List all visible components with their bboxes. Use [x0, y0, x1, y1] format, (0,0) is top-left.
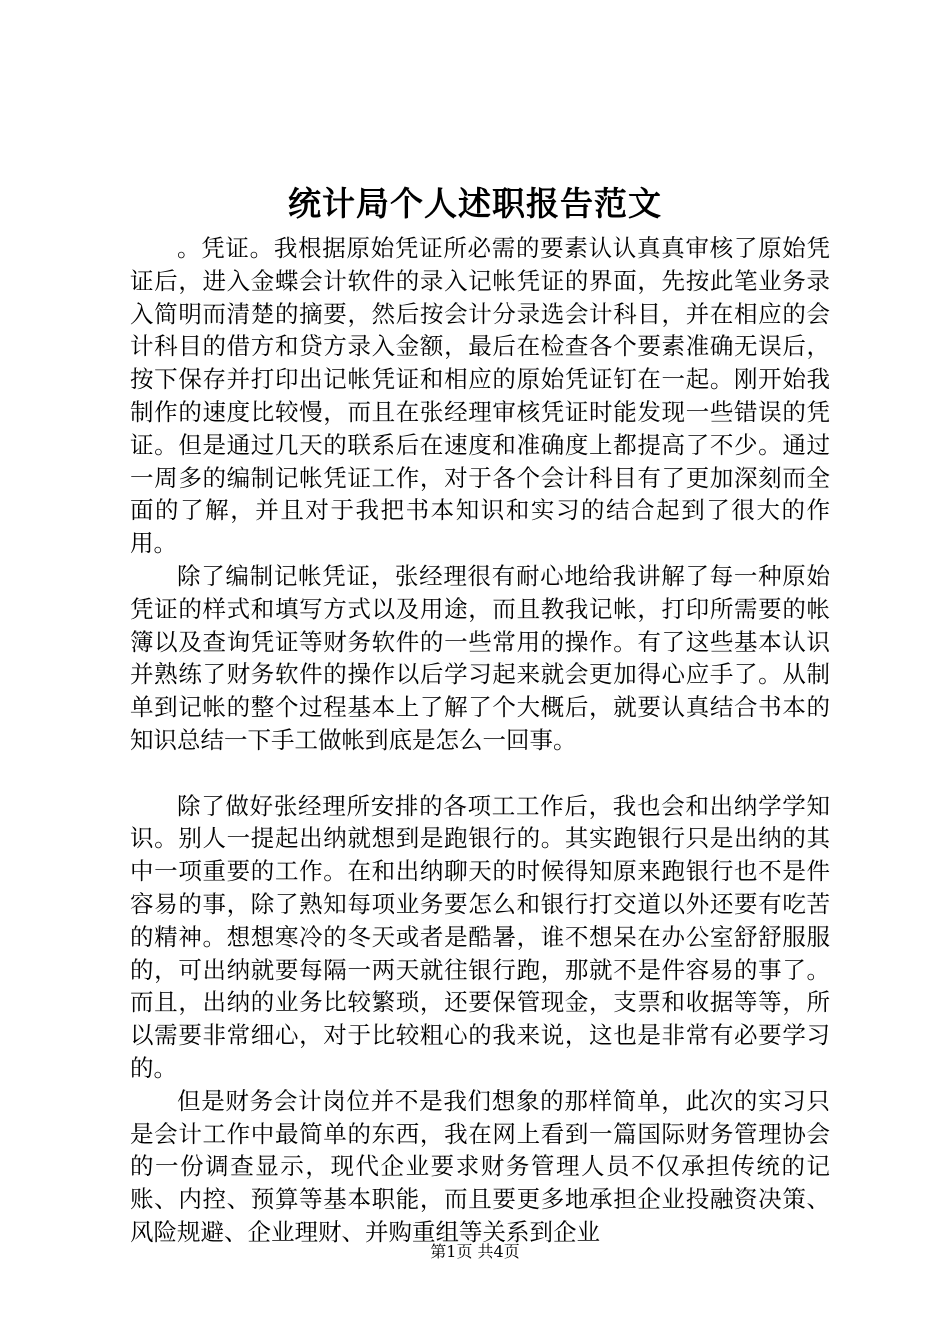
document-body — [130, 232, 830, 1249]
paragraph-2: 除了编制记帐凭证，张经理很有耐心地给我讲解了每一种原始凭证的样式和填写方式以及用途，而且教我记帐，打印所需要的帐簿以及查询凭证等财务软件的一些常用的操作。有了这些基本认识并熟练了财务软件的操作以后学习起来就会更加得心应手了。从制单到记帐的整个过程基本上了解了个大概后，就要认真结合书本的知识总结一下手工做帐到底是怎么一回事。 — [130, 561, 830, 754]
document-title: 统计局个人述职报告范文 — [288, 184, 662, 223]
paragraph-spacer — [130, 757, 830, 790]
paragraph-3: 除了做好张经理所安排的各项工工作后，我也会和出纳学学知识。别人一提起出纳就想到是跑银行的。其实跑银行只是出纳的其中一项重要的工作。在和出纳聊天的时候得知原来跑银行也不是件容易的事，除了熟知每项业务要怎么和银行打交道以外还要有吃苦的精神。想想寒冷的冬天或者是酷暑，谁不想呆在办公室舒舒服服的，可出纳就要每隔一两天就往银行跑，那就不是件容易的事了。而且，出纳的业务比较繁琐，还要保管现金，支票和收据等等，所以需要非常细心，对于比较粗心的我来说，这也是非常有必要学习的。 — [130, 791, 830, 1082]
paragraph-1: 。凭证。我根据原始凭证所必需的要素认认真真审核了原始凭证后，进入金蝶会计软件的录入记帐凭证的界面，先按此笔业务录入简明而清楚的摘要，然后按会计分录选会计科目，并在相应的会计科目的借方和贷方录入金额，最后在检查各个要素准确无误后，按下保存并打印出记帐凭证和相应的原始凭证钉在一起。刚开始我制作的速度比较慢，而且在张经理审核凭证时能发现一些错误的凭证。但是通过几天的联系后在速度和准确度上都提高了不少。通过一周多的编制记帐凭证工作，对于各个会计科目有了更加深刻而全面的了解，并且对于我把书本知识和实习的结合起到了很大的作用。 — [130, 234, 830, 558]
page-footer: 第1页 共4页 — [430, 1242, 520, 1261]
paragraph-4: 但是财务会计岗位并不是我们想象的那样简单，此次的实习只是会计工作中最简单的东西，我在网上看到一篇国际财务管理协会的一份调查显示，现代企业要求财务管理人员不仅承担传统的记账、内控、预算等基本职能，而且要更多地承担企业投融资决策、风险规避、企业理财、并购重组等关系到企业 — [130, 1086, 830, 1246]
